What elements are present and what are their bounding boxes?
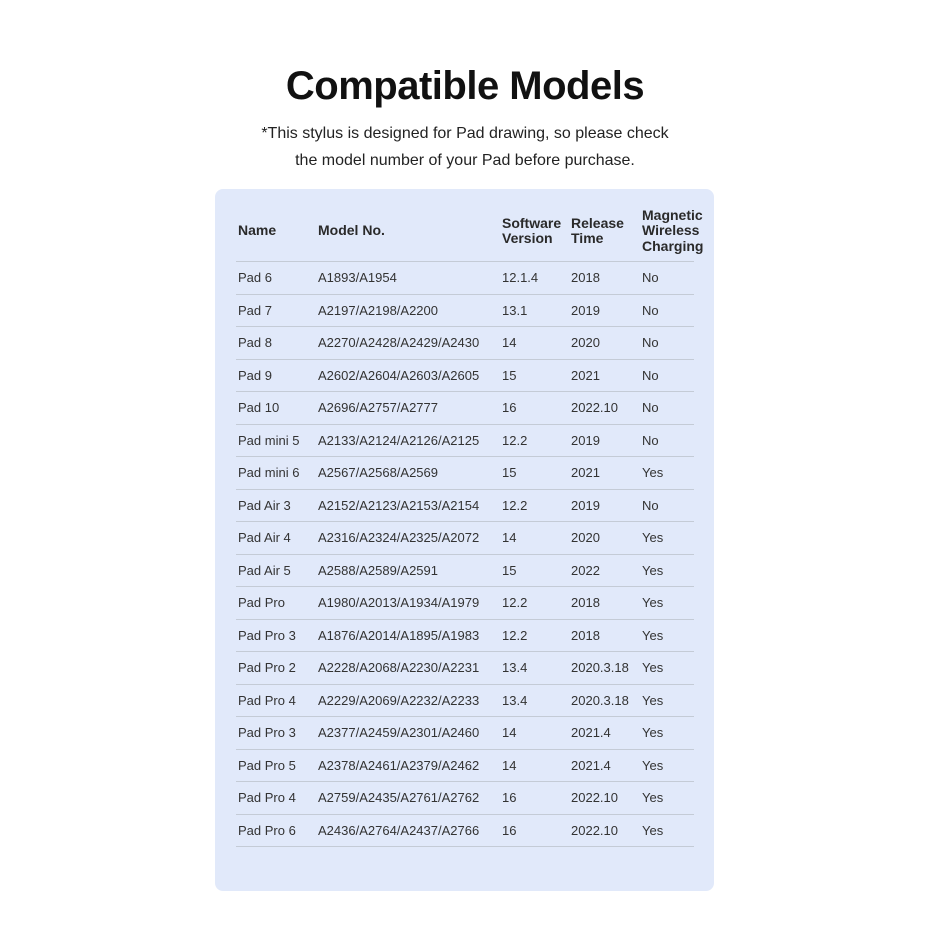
cell-software-version: 15 [500, 554, 569, 587]
cell-model-no: A2152/A2123/A2153/A2154 [316, 489, 500, 522]
table-row [236, 522, 694, 555]
compatibility-table [236, 201, 704, 847]
cell-magnetic-charging: No [640, 359, 694, 392]
cell-release-time: 2018 [569, 619, 640, 652]
table-row [236, 554, 694, 587]
table-row [236, 294, 694, 327]
cell-model-no: A2759/A2435/A2761/A2762 [316, 782, 500, 815]
table-row [236, 392, 694, 425]
cell-name: Pad mini 6 [236, 457, 316, 490]
cell-name: Pad Pro [236, 587, 316, 620]
cell-release-time: 2022.10 [569, 392, 640, 425]
table-body [236, 262, 694, 847]
cell-magnetic-charging: Yes [640, 522, 694, 555]
cell-magnetic-charging: Yes [640, 782, 694, 815]
cell-software-version: 12.2 [500, 424, 569, 457]
cell-magnetic-charging: Yes [640, 457, 694, 490]
cell-software-version: 13.4 [500, 684, 569, 717]
cell-magnetic-charging: No [640, 294, 694, 327]
cell-software-version: 12.2 [500, 587, 569, 620]
cell-model-no: A2567/A2568/A2569 [316, 457, 500, 490]
table-row [236, 652, 694, 685]
cell-software-version: 16 [500, 392, 569, 425]
cell-release-time: 2020 [569, 522, 640, 555]
cell-model-no: A2378/A2461/A2379/A2462 [316, 749, 500, 782]
cell-model-no: A2588/A2589/A2591 [316, 554, 500, 587]
subtitle-line-2: the model number of your Pad before purchase. [295, 152, 635, 169]
cell-magnetic-charging: Yes [640, 587, 694, 620]
header-release-time: Release Time [569, 201, 640, 262]
cell-name: Pad mini 5 [236, 424, 316, 457]
cell-magnetic-charging: Yes [640, 749, 694, 782]
cell-release-time: 2019 [569, 489, 640, 522]
header-model-no: Model No. [316, 201, 500, 262]
cell-model-no: A2602/A2604/A2603/A2605 [316, 359, 500, 392]
cell-model-no: A2228/A2068/A2230/A2231 [316, 652, 500, 685]
cell-release-time: 2021.4 [569, 749, 640, 782]
table-row [236, 262, 694, 295]
cell-name: Pad Pro 3 [236, 717, 316, 750]
cell-release-time: 2019 [569, 294, 640, 327]
cell-model-no: A2197/A2198/A2200 [316, 294, 500, 327]
cell-software-version: 14 [500, 717, 569, 750]
cell-name: Pad Pro 5 [236, 749, 316, 782]
cell-model-no: A1893/A1954 [316, 262, 500, 295]
cell-magnetic-charging: No [640, 327, 694, 360]
table-row [236, 717, 694, 750]
cell-name: Pad Air 4 [236, 522, 316, 555]
cell-name: Pad Pro 3 [236, 619, 316, 652]
cell-name: Pad Pro 6 [236, 814, 316, 847]
subtitle-line-1: *This stylus is designed for Pad drawing, so please check [261, 125, 669, 142]
cell-name: Pad 7 [236, 294, 316, 327]
cell-software-version: 12.2 [500, 619, 569, 652]
cell-release-time: 2021.4 [569, 717, 640, 750]
cell-name: Pad 9 [236, 359, 316, 392]
cell-magnetic-charging: Yes [640, 814, 694, 847]
cell-model-no: A2316/A2324/A2325/A2072 [316, 522, 500, 555]
cell-software-version: 13.1 [500, 294, 569, 327]
table-row [236, 359, 694, 392]
cell-software-version: 15 [500, 457, 569, 490]
cell-name: Pad Air 3 [236, 489, 316, 522]
cell-name: Pad Pro 4 [236, 782, 316, 815]
cell-model-no: A2229/A2069/A2232/A2233 [316, 684, 500, 717]
header-software-version: Software Version [500, 201, 569, 262]
table-row [236, 749, 694, 782]
page-title: Compatible Models [285, 64, 645, 108]
cell-name: Pad Pro 4 [236, 684, 316, 717]
subtitle [0, 120, 930, 174]
cell-name: Pad 6 [236, 262, 316, 295]
cell-software-version: 16 [500, 782, 569, 815]
cell-release-time: 2022.10 [569, 814, 640, 847]
compatibility-card [215, 189, 714, 891]
cell-magnetic-charging: Yes [640, 717, 694, 750]
cell-software-version: 14 [500, 749, 569, 782]
cell-release-time: 2021 [569, 457, 640, 490]
cell-software-version: 14 [500, 522, 569, 555]
cell-release-time: 2020 [569, 327, 640, 360]
table-row [236, 489, 694, 522]
table-row [236, 782, 694, 815]
cell-magnetic-charging: Yes [640, 619, 694, 652]
cell-magnetic-charging: No [640, 424, 694, 457]
table-row [236, 684, 694, 717]
cell-model-no: A1876/A2014/A1895/A1983 [316, 619, 500, 652]
cell-magnetic-charging: Yes [640, 554, 694, 587]
table-row [236, 457, 694, 490]
cell-magnetic-charging: No [640, 392, 694, 425]
cell-release-time: 2020.3.18 [569, 684, 640, 717]
header-name: Name [236, 201, 316, 262]
cell-release-time: 2022.10 [569, 782, 640, 815]
cell-name: Pad 8 [236, 327, 316, 360]
header-magnetic-wireless-charging: Magnetic Wireless Charging [640, 201, 694, 262]
cell-model-no: A2377/A2459/A2301/A2460 [316, 717, 500, 750]
table-row [236, 587, 694, 620]
cell-software-version: 12.2 [500, 489, 569, 522]
table-row [236, 619, 694, 652]
cell-name: Pad Air 5 [236, 554, 316, 587]
cell-software-version: 14 [500, 327, 569, 360]
cell-release-time: 2020.3.18 [569, 652, 640, 685]
cell-model-no: A2133/A2124/A2126/A2125 [316, 424, 500, 457]
cell-name: Pad Pro 2 [236, 652, 316, 685]
cell-software-version: 16 [500, 814, 569, 847]
table-row [236, 327, 694, 360]
cell-model-no: A2270/A2428/A2429/A2430 [316, 327, 500, 360]
cell-model-no: A2696/A2757/A2777 [316, 392, 500, 425]
cell-release-time: 2019 [569, 424, 640, 457]
cell-release-time: 2018 [569, 262, 640, 295]
cell-release-time: 2021 [569, 359, 640, 392]
cell-magnetic-charging: Yes [640, 652, 694, 685]
cell-release-time: 2018 [569, 587, 640, 620]
table-header-row [236, 201, 694, 262]
table-row [236, 424, 694, 457]
cell-magnetic-charging: Yes [640, 684, 694, 717]
cell-model-no: A1980/A2013/A1934/A1979 [316, 587, 500, 620]
cell-magnetic-charging: No [640, 489, 694, 522]
cell-software-version: 15 [500, 359, 569, 392]
cell-software-version: 13.4 [500, 652, 569, 685]
cell-release-time: 2022 [569, 554, 640, 587]
cell-software-version: 12.1.4 [500, 262, 569, 295]
table-row [236, 814, 694, 847]
cell-model-no: A2436/A2764/A2437/A2766 [316, 814, 500, 847]
cell-name: Pad 10 [236, 392, 316, 425]
cell-magnetic-charging: No [640, 262, 694, 295]
